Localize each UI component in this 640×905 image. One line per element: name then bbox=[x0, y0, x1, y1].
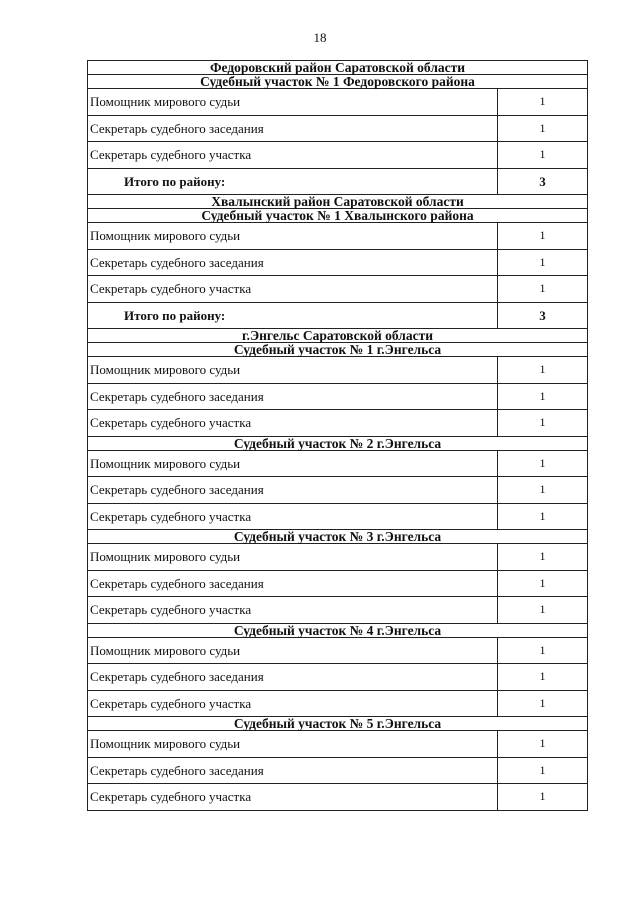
table-row bbox=[88, 276, 588, 303]
position-name: Секретарь судебного участка bbox=[88, 597, 498, 624]
position-name: Помощник мирового судьи bbox=[88, 544, 498, 571]
position-count: 1 bbox=[498, 276, 588, 303]
table-row bbox=[88, 570, 588, 597]
section-heading: Судебный участок № 2 г.Энгельса bbox=[88, 436, 588, 450]
section-heading-row bbox=[88, 61, 588, 75]
section-heading-row bbox=[88, 623, 588, 637]
position-name: Секретарь судебного заседания bbox=[88, 570, 498, 597]
table-row bbox=[88, 142, 588, 169]
position-count: 1 bbox=[498, 784, 588, 811]
position-name: Помощник мирового судьи bbox=[88, 223, 498, 250]
position-count: 1 bbox=[498, 690, 588, 717]
table-row bbox=[88, 784, 588, 811]
staff-table-body bbox=[88, 61, 588, 811]
position-count: 1 bbox=[498, 450, 588, 477]
section-heading-row bbox=[88, 343, 588, 357]
table-row bbox=[88, 597, 588, 624]
position-count: 1 bbox=[498, 223, 588, 250]
position-count: 1 bbox=[498, 757, 588, 784]
total-label: Итого по району: bbox=[88, 168, 498, 195]
table-row bbox=[88, 664, 588, 691]
position-name: Секретарь судебного заседания bbox=[88, 249, 498, 276]
table-row bbox=[88, 757, 588, 784]
section-heading-row bbox=[88, 75, 588, 89]
section-heading-row bbox=[88, 195, 588, 209]
position-name: Помощник мирового судьи bbox=[88, 637, 498, 664]
position-name: Секретарь судебного заседания bbox=[88, 757, 498, 784]
table-row bbox=[88, 249, 588, 276]
position-count: 1 bbox=[498, 115, 588, 142]
total-row bbox=[88, 168, 588, 195]
table-row bbox=[88, 357, 588, 384]
table-row bbox=[88, 690, 588, 717]
position-name: Секретарь судебного заседания bbox=[88, 664, 498, 691]
section-heading: Судебный участок № 1 Федоровского района bbox=[88, 75, 588, 89]
table-row bbox=[88, 477, 588, 504]
table-row bbox=[88, 383, 588, 410]
section-heading-row bbox=[88, 717, 588, 731]
table-row bbox=[88, 223, 588, 250]
position-count: 1 bbox=[498, 503, 588, 530]
total-row bbox=[88, 302, 588, 329]
section-heading-row bbox=[88, 530, 588, 544]
position-name: Секретарь судебного участка bbox=[88, 276, 498, 303]
staff-table bbox=[87, 60, 588, 811]
section-heading: Судебный участок № 5 г.Энгельса bbox=[88, 717, 588, 731]
position-name: Секретарь судебного участка bbox=[88, 503, 498, 530]
position-count: 1 bbox=[498, 89, 588, 116]
position-count: 1 bbox=[498, 664, 588, 691]
total-value: 3 bbox=[498, 168, 588, 195]
position-name: Секретарь судебного участка bbox=[88, 142, 498, 169]
position-count: 1 bbox=[498, 477, 588, 504]
position-name: Помощник мирового судьи bbox=[88, 89, 498, 116]
section-heading: Судебный участок № 1 г.Энгельса bbox=[88, 343, 588, 357]
position-count: 1 bbox=[498, 637, 588, 664]
position-count: 1 bbox=[498, 731, 588, 758]
section-heading: Судебный участок № 1 Хвалынского района bbox=[88, 209, 588, 223]
section-heading-row bbox=[88, 209, 588, 223]
position-name: Секретарь судебного участка bbox=[88, 690, 498, 717]
position-name: Помощник мирового судьи bbox=[88, 357, 498, 384]
section-heading: Хвалынский район Саратовской области bbox=[88, 195, 588, 209]
table-row bbox=[88, 115, 588, 142]
position-count: 1 bbox=[498, 383, 588, 410]
page-number: 18 bbox=[313, 30, 327, 45]
position-count: 1 bbox=[498, 544, 588, 571]
section-heading-row bbox=[88, 436, 588, 450]
position-name: Помощник мирового судьи bbox=[88, 450, 498, 477]
position-name: Секретарь судебного заседания bbox=[88, 115, 498, 142]
section-heading: г.Энгельс Саратовской области bbox=[88, 329, 588, 343]
table-row bbox=[88, 410, 588, 437]
position-name: Секретарь судебного заседания bbox=[88, 477, 498, 504]
position-name: Секретарь судебного участка bbox=[88, 784, 498, 811]
table-row bbox=[88, 544, 588, 571]
table-row bbox=[88, 450, 588, 477]
section-heading-row bbox=[88, 329, 588, 343]
position-count: 1 bbox=[498, 357, 588, 384]
position-count: 1 bbox=[498, 249, 588, 276]
position-name: Помощник мирового судьи bbox=[88, 731, 498, 758]
position-count: 1 bbox=[498, 410, 588, 437]
table-row bbox=[88, 89, 588, 116]
position-count: 1 bbox=[498, 570, 588, 597]
table-row bbox=[88, 731, 588, 758]
position-count: 1 bbox=[498, 597, 588, 624]
section-heading: Судебный участок № 3 г.Энгельса bbox=[88, 530, 588, 544]
position-name: Секретарь судебного заседания bbox=[88, 383, 498, 410]
position-count: 1 bbox=[498, 142, 588, 169]
table-row bbox=[88, 637, 588, 664]
position-name: Секретарь судебного участка bbox=[88, 410, 498, 437]
section-heading: Федоровский район Саратовской области bbox=[88, 61, 588, 75]
total-label: Итого по району: bbox=[88, 302, 498, 329]
section-heading: Судебный участок № 4 г.Энгельса bbox=[88, 623, 588, 637]
total-value: 3 bbox=[498, 302, 588, 329]
table-row bbox=[88, 503, 588, 530]
